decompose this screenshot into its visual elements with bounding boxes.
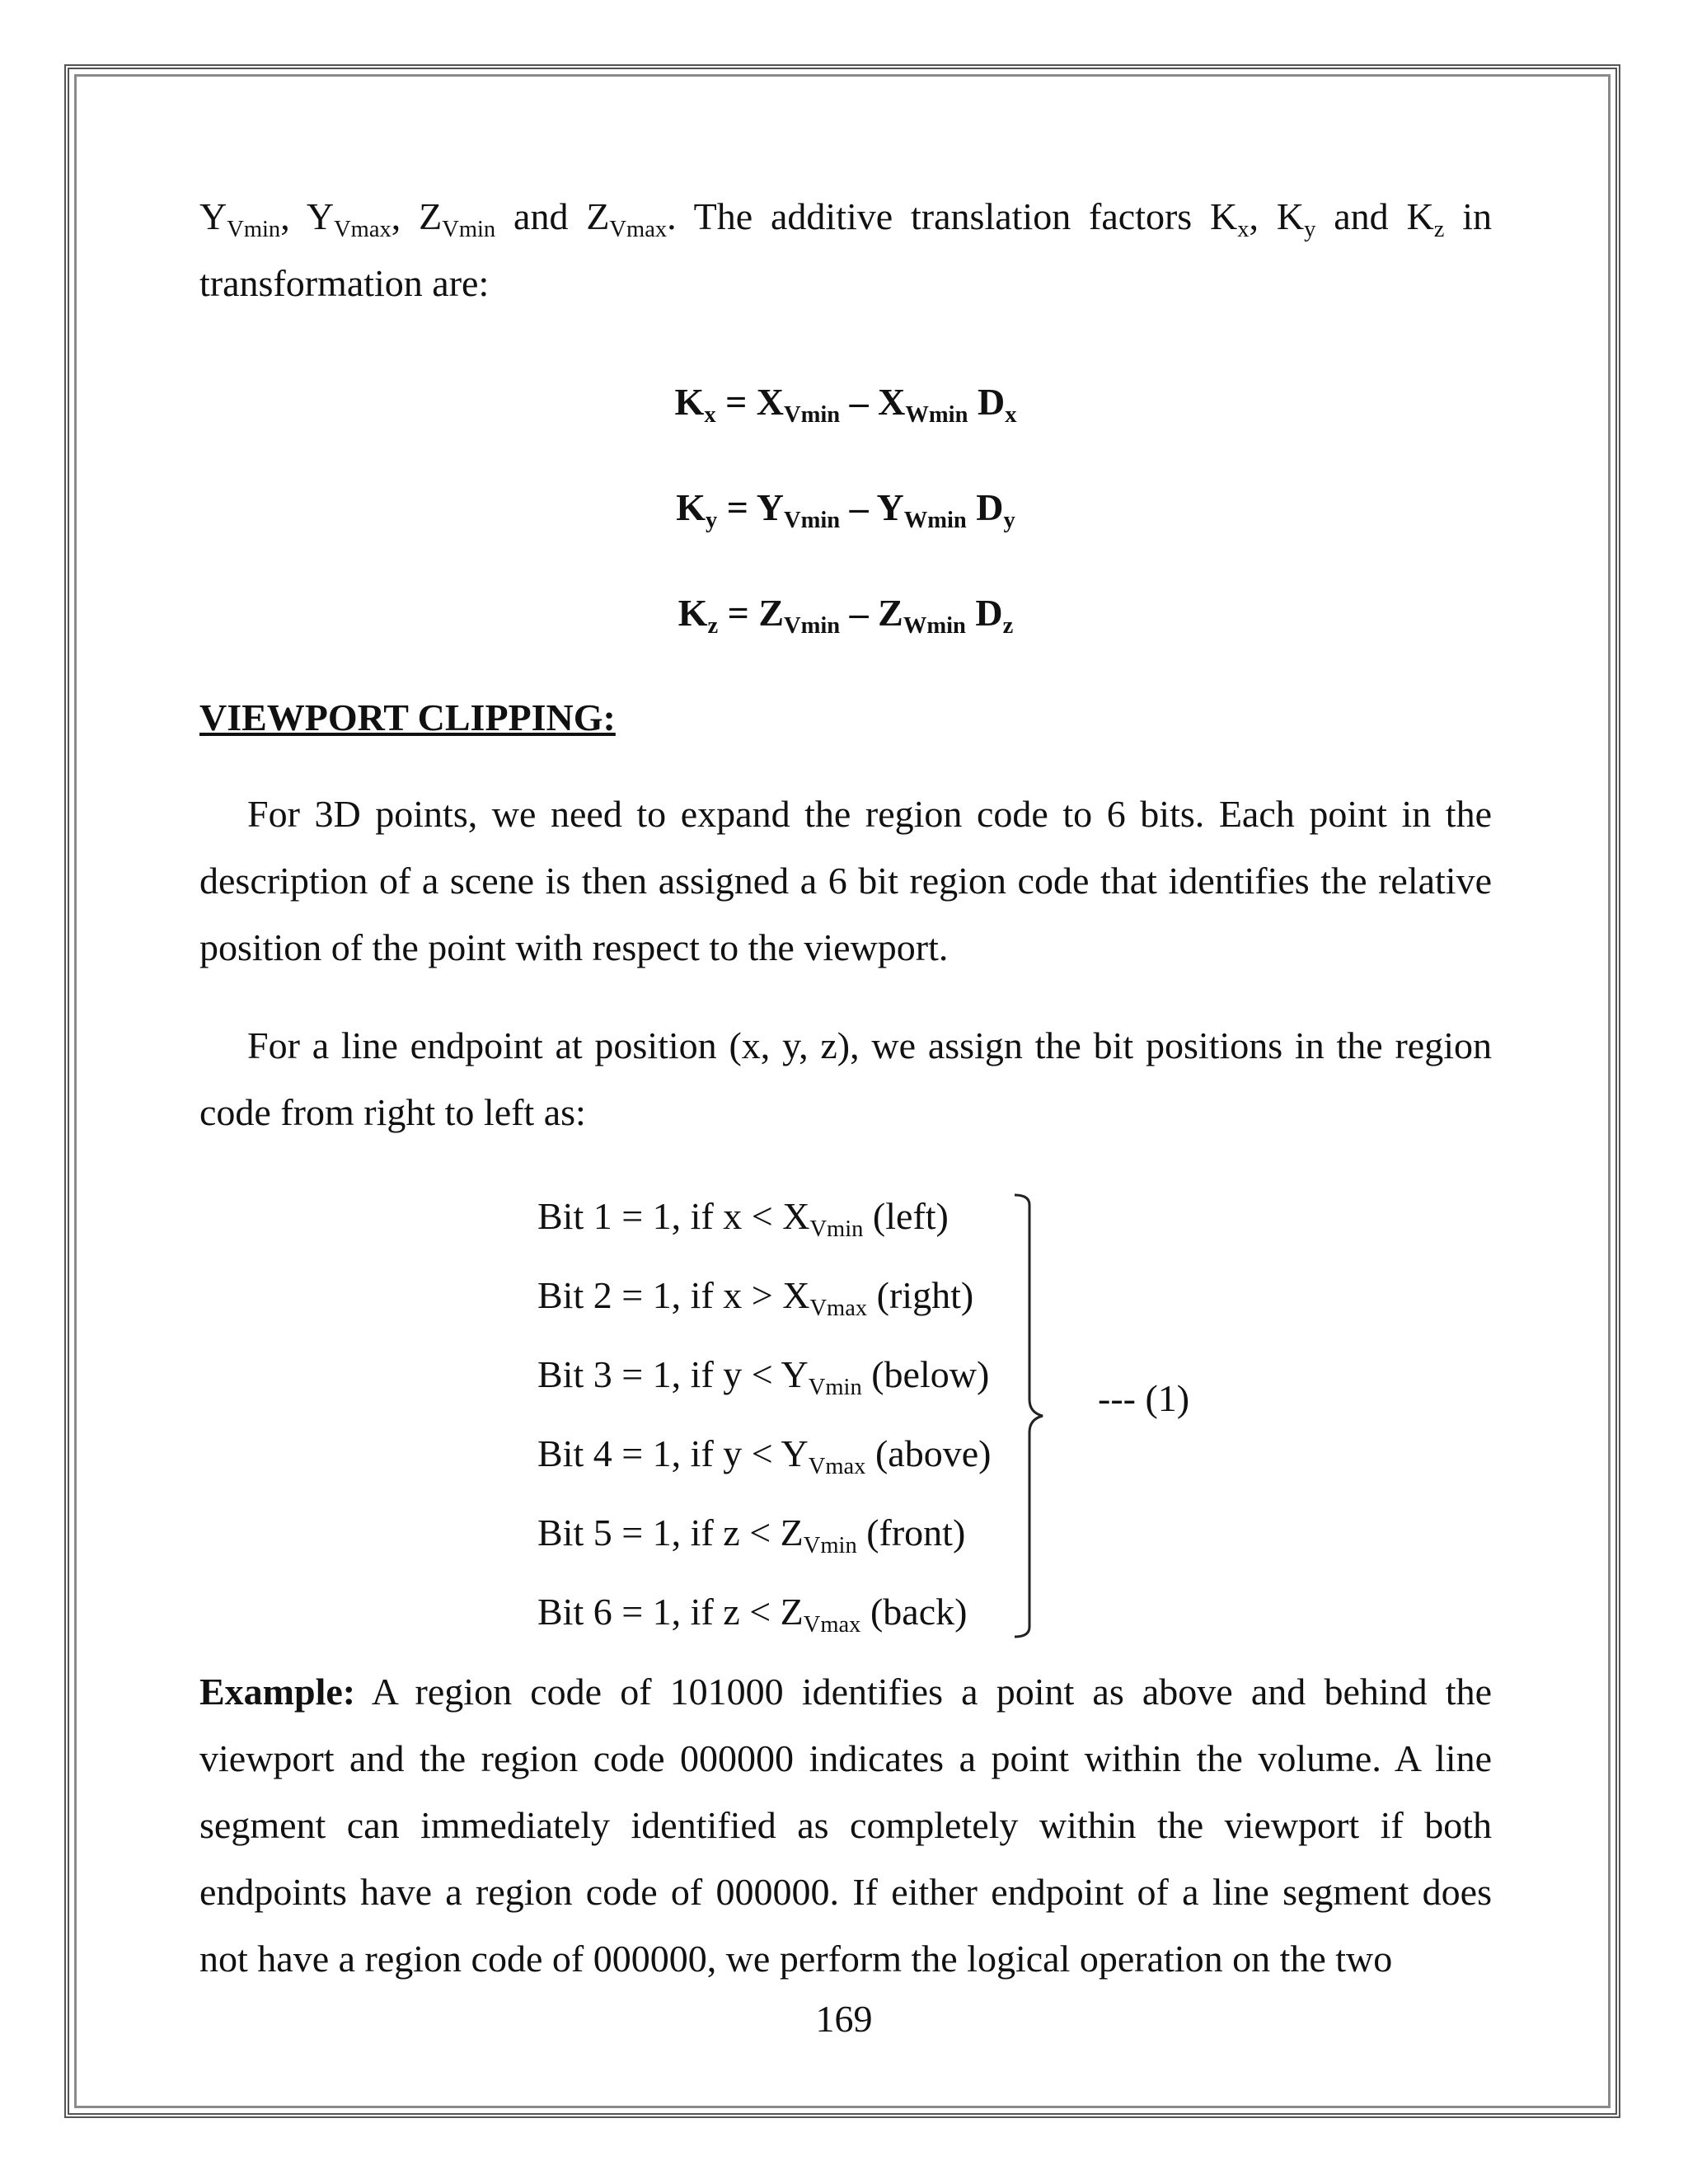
section-heading: VIEWPORT CLIPPING:: [199, 696, 616, 738]
page-content: [199, 183, 1492, 1992]
translation-equations: [199, 349, 1492, 666]
right-brace-icon: [1013, 1193, 1062, 1638]
bit-2: Bit 2 = 1, if $x > X_{Vmax}$ (right): [537, 1274, 974, 1322]
paragraph-region-code: For 3D points, we need to expand the region code to 6 bits. Each point in the description of a scene is then assigned a 6 bit region code that identifies the relative position of the point with respect to the viewport.: [199, 793, 1492, 968]
equation-kz: $K_z = Z_{Vmin} - Z_{Wmin}$ $D_z$: [678, 592, 1014, 640]
page-number: 169: [815, 1998, 873, 2040]
bit-5: Bit 5 = 1, if $z < Z_{Vmin}$ (front): [537, 1511, 966, 1559]
paragraph-bit-positions: For a line endpoint at position (x, y, z), we assign the bit positions in the region code from right to left as:: [199, 1024, 1492, 1133]
bit-3: Bit 3 = 1, if $y < Y_{Vmin}$ (below): [537, 1353, 990, 1401]
equation-number: --- (1): [1098, 1377, 1190, 1419]
equation-kx: $K_x = X_{Vmin} - X_{Wmin}$ $D_x$: [674, 381, 1017, 429]
example-label: Example:: [199, 1671, 356, 1713]
bit-definitions: [199, 1177, 1492, 1652]
bit-1: Bit 1 = 1, if $x < X_{Vmin}$ (left): [537, 1195, 949, 1243]
bit-list: [537, 1177, 991, 1652]
bit-6: Bit 6 = 1, if $z < Z_{Vmax}$ (back): [537, 1591, 968, 1638]
example-paragraph: Example: A region code of 101000 identifies a point as above and behind the viewport and the region code 000000 indicates a point within the volume. A line segment can immediately identified as completely within the viewport if both endpoints have a region code of 000000. If either endpoint of a line segment does not have a region code of 000000, we perform the logical operation on the two: [199, 1671, 1492, 1980]
intro-paragraph: $Y_{Vmin}$, $Y_{Vmax}$, $Z_{Vmin}$ and $Z_{Vmax}$. The additive translation factors $K_x$, $K_y$ and $K_z$ in transformation are:: [199, 195, 1493, 304]
equation-ky: $K_y = Y_{Vmin} - Y_{Wmin}$ $D_y$: [676, 486, 1015, 534]
bit-4: Bit 4 = 1, if $y < Y_{Vmax}$ (above): [537, 1432, 992, 1480]
